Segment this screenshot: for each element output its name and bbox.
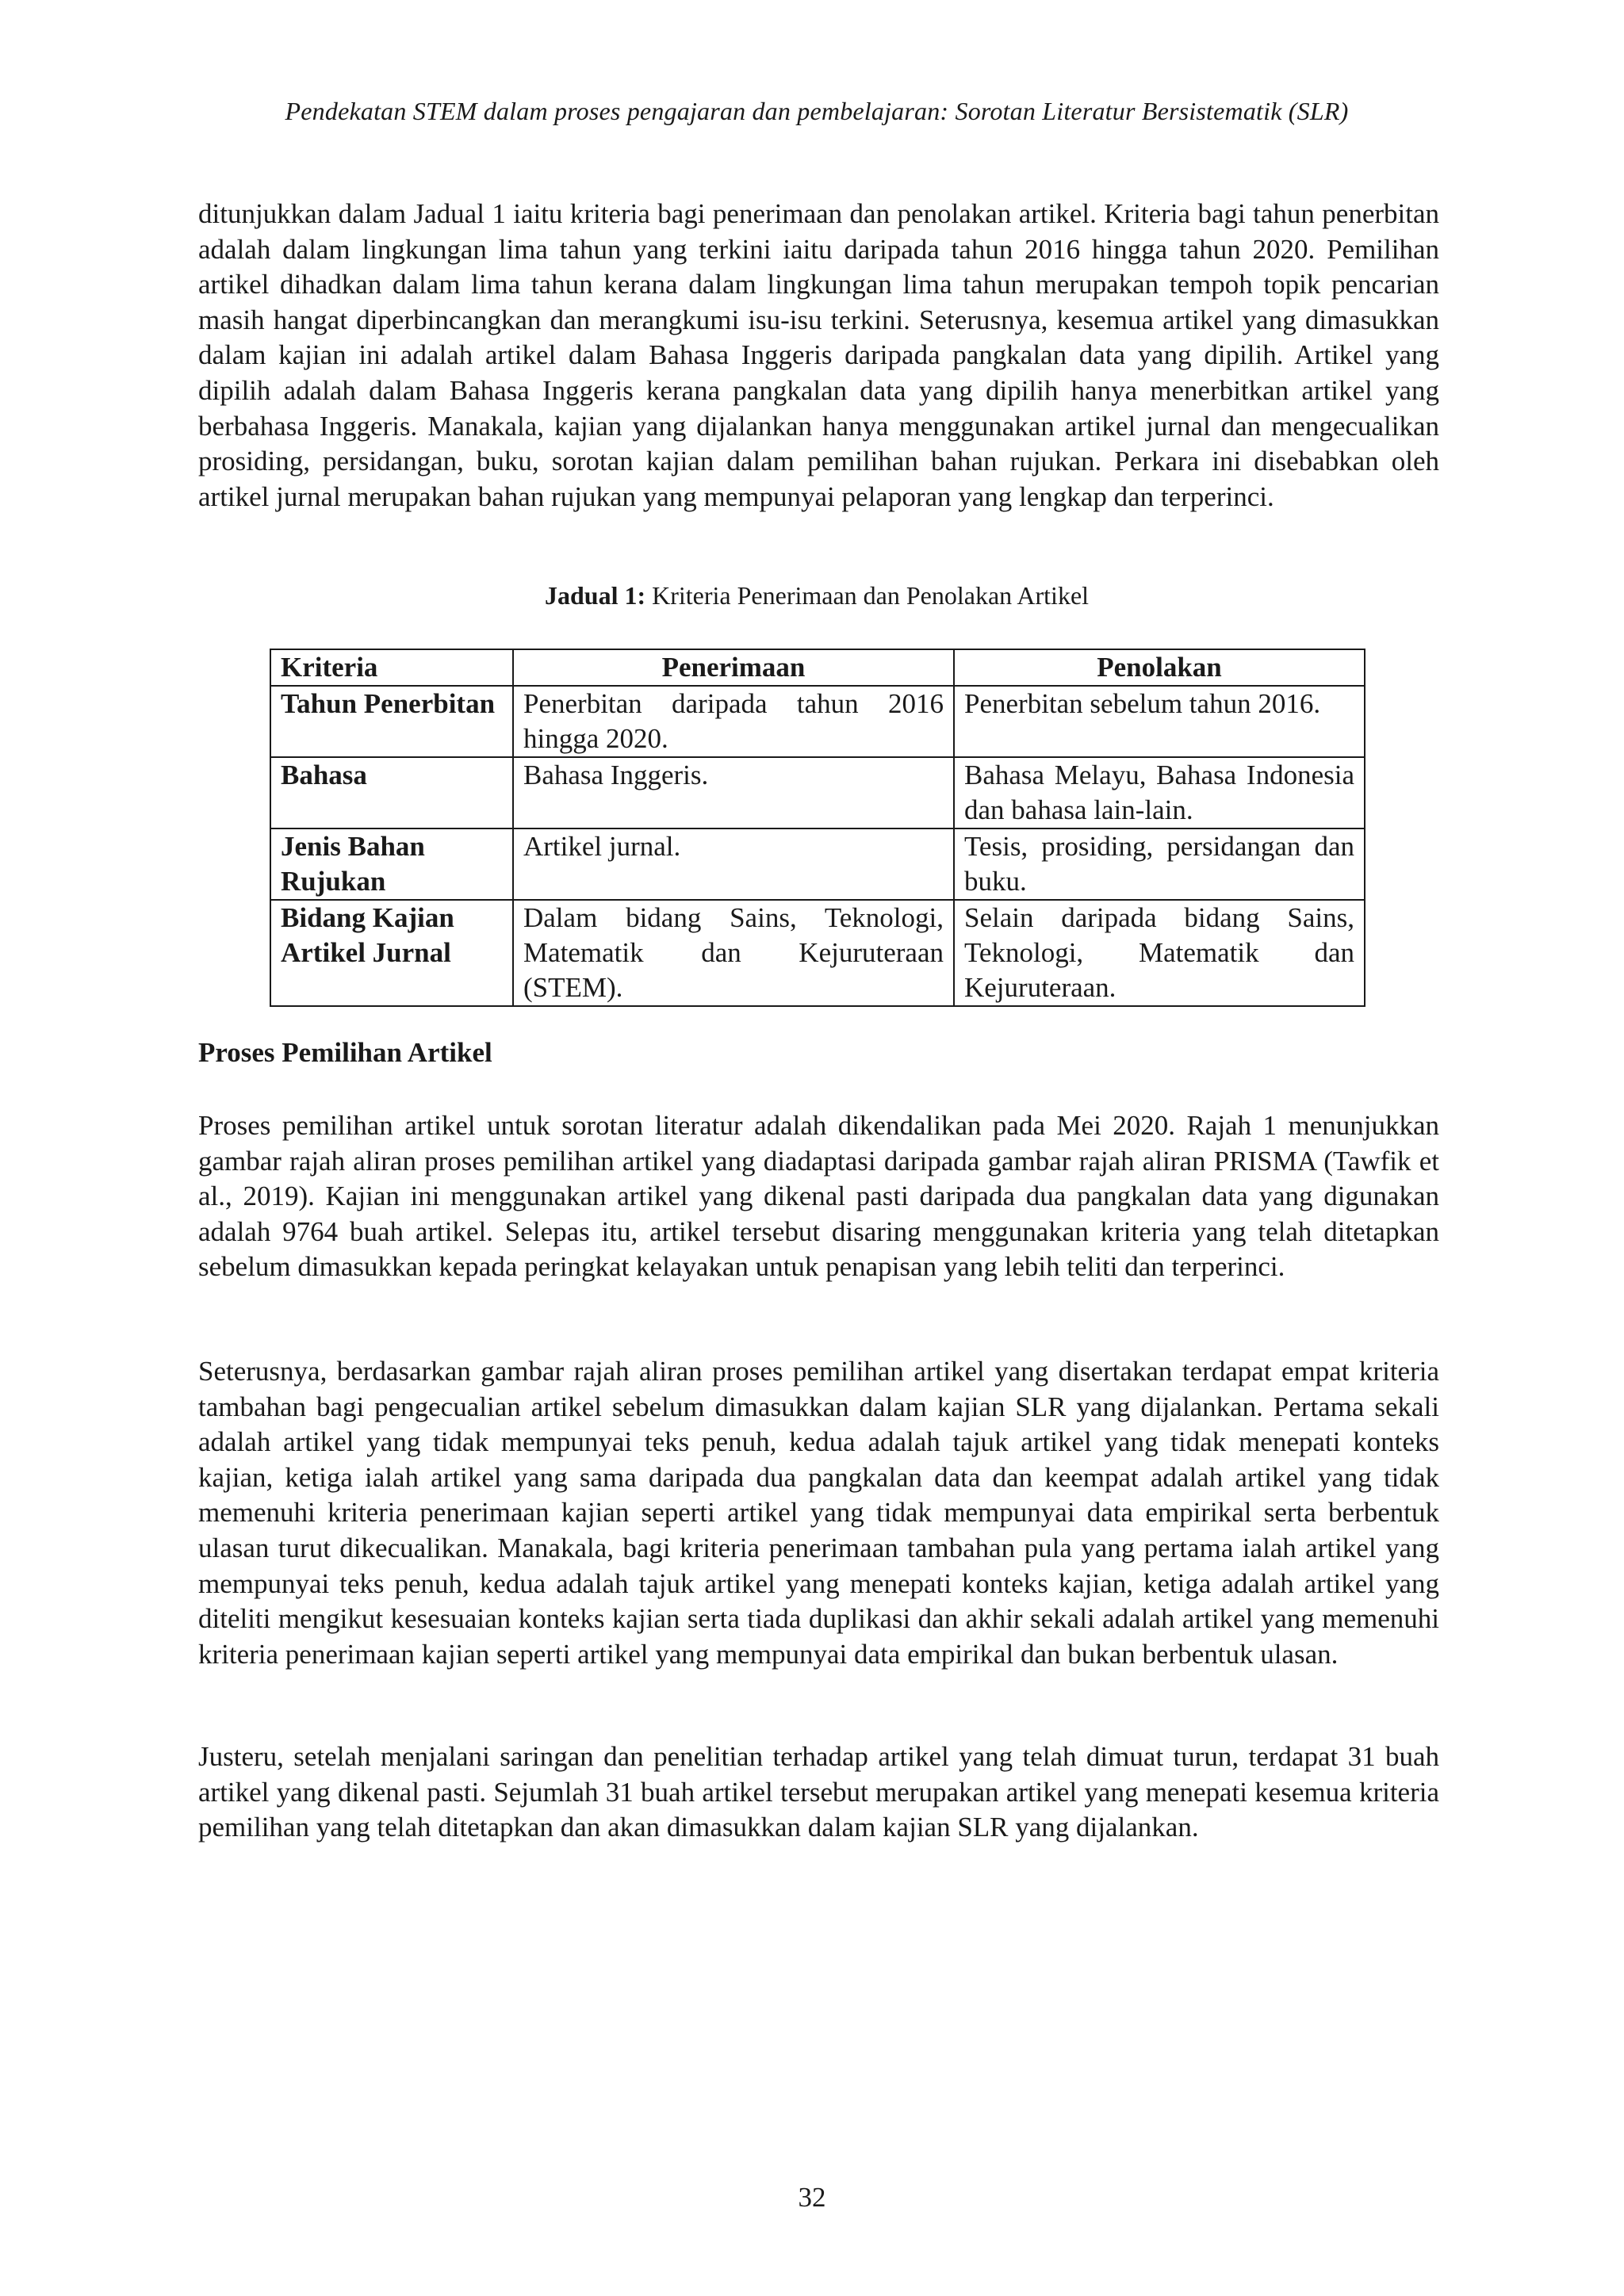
cell-penolakan: Bahasa Melayu, Bahasa Indonesia dan bahasa lain-lain.: [954, 757, 1365, 828]
paragraph-conclusion: Justeru, setelah menjalani saringan dan penelitian terhadap artikel yang telah dimuat turun, terdapat 31 buah artikel yang dikenal pasti. Sejumlah 31 buah artikel tersebut merupakan artikel yang menepati kesemua kriteria pemilihan yang telah ditetapkan dan akan dimasukkan dalam kajian SLR yang dijalankan.: [198, 1741, 1439, 1843]
header-kriteria: Kriteria: [270, 649, 513, 686]
cell-penolakan: Tesis, prosiding, persidangan dan buku.: [954, 828, 1365, 900]
section-heading: Proses Pemilihan Artikel: [198, 1037, 492, 1068]
cell-kriteria: Tahun Penerbitan: [270, 686, 513, 757]
cell-penolakan: Penerbitan sebelum tahun 2016.: [954, 686, 1365, 757]
table-row: [270, 686, 1365, 757]
cell-penolakan: Selain daripada bidang Sains, Teknologi, Matematik dan Kejuruteraan.: [954, 900, 1365, 1006]
table-row: [270, 828, 1365, 900]
table-caption-label: Jadual 1:: [544, 581, 646, 610]
cell-penerimaan: Penerbitan daripada tahun 2016 hingga 2020.: [513, 686, 954, 757]
paragraph-criteria: Seterusnya, berdasarkan gambar rajah aliran proses pemilihan artikel yang disertakan terdapat empat kriteria tambahan bagi pengecualian artikel sebelum dimasukkan dalam kajian SLR yang dijalankan. Pertama sekali adalah artikel yang tidak mempunyai teks penuh, kedua adalah tajuk artikel yang tidak menepati konteks kajian, ketiga ialah artikel yang sama daripada dua pangkalan data dan keempat adalah artikel yang tidak memenuhi kriteria penerimaan kajian seperti artikel yang tidak mempunyai data empirikal serta berbentuk ulasan turut dikecualikan. Manakala, bagi kriteria penerimaan tambahan pula yang pertama ialah artikel yang mempunyai teks penuh, kedua adalah tajuk artikel yang menepati konteks kajian, ketiga adalah artikel yang diteliti mengikut kesesuaian konteks kajian serta tiada duplikasi dan akhir sekali adalah artikel yang memenuhi kriteria penerimaan kajian seperti artikel yang mempunyai data empirikal dan bukan berbentuk ulasan.: [198, 1356, 1439, 1670]
cell-kriteria: Bidang Kajian Artikel Jurnal: [270, 900, 513, 1006]
cell-kriteria: Jenis Bahan Rujukan: [270, 828, 513, 900]
running-header: Pendekatan STEM dalam proses pengajaran dan pembelajaran: Sorotan Literatur Bersistematik (SLR): [285, 97, 1349, 125]
paragraph-intro: ditunjukkan dalam Jadual 1 iaitu kriteria bagi penerimaan dan penolakan artikel. Kriteria bagi tahun penerbitan adalah dalam lingkungan lima tahun yang terkini iaitu daripada tahun 2016 hingga tahun 2020. Pemilihan artikel dihadkan dalam lima tahun kerana dalam lingkungan lima tahun merupakan tempoh topik pencarian masih hangat diperbincangkan dan merangkumi isu-isu terkini. Seterusnya, kesemua artikel yang dimasukkan dalam kajian ini adalah artikel dalam Bahasa Inggeris daripada pangkalan data yang dipilih. Artikel yang dipilih adalah dalam Bahasa Inggeris kerana pangkalan data yang dipilih hanya menerbitkan artikel yang berbahasa Inggeris. Manakala, kajian yang dijalankan hanya menggunakan artikel jurnal dan mengecualikan prosiding, persidangan, buku, sorotan kajian dalam pemilihan bahan rujukan. Perkara ini disebabkan oleh artikel jurnal merupakan bahan rujukan yang mempunyai pelaporan yang lengkap dan terperinci.: [198, 198, 1439, 512]
table-caption: [198, 581, 1435, 610]
paragraph-process: Proses pemilihan artikel untuk sorotan literatur adalah dikendalikan pada Mei 2020. Rajah 1 menunjukkan gambar rajah aliran proses pemilihan artikel yang diadaptasi daripada gambar rajah aliran PRISMA (Tawfik et al., 2019). Kajian ini menggunakan artikel yang dikenal pasti daripada dua pangkalan data yang digunakan adalah 9764 buah artikel. Selepas itu, artikel tersebut disaring menggunakan kriteria yang telah ditetapkan sebelum dimasukkan kepada peringkat kelayakan untuk penapisan yang lebih teliti dan terperinci.: [198, 1110, 1439, 1283]
table-row: [270, 900, 1365, 1006]
table-caption-text: Kriteria Penerimaan dan Penolakan Artikel: [645, 581, 1090, 610]
cell-kriteria: Bahasa: [270, 757, 513, 828]
page-number: 32: [798, 2182, 826, 2213]
table-header-row: [270, 649, 1365, 686]
criteria-table: [270, 649, 1365, 1007]
header-penerimaan: Penerimaan: [513, 649, 954, 686]
cell-penerimaan: Dalam bidang Sains, Teknologi, Matematik dan Kejuruteraan (STEM).: [513, 900, 954, 1006]
table-row: [270, 757, 1365, 828]
cell-penerimaan: Artikel jurnal.: [513, 828, 954, 900]
cell-penerimaan: Bahasa Inggeris.: [513, 757, 954, 828]
header-penolakan: Penolakan: [954, 649, 1365, 686]
